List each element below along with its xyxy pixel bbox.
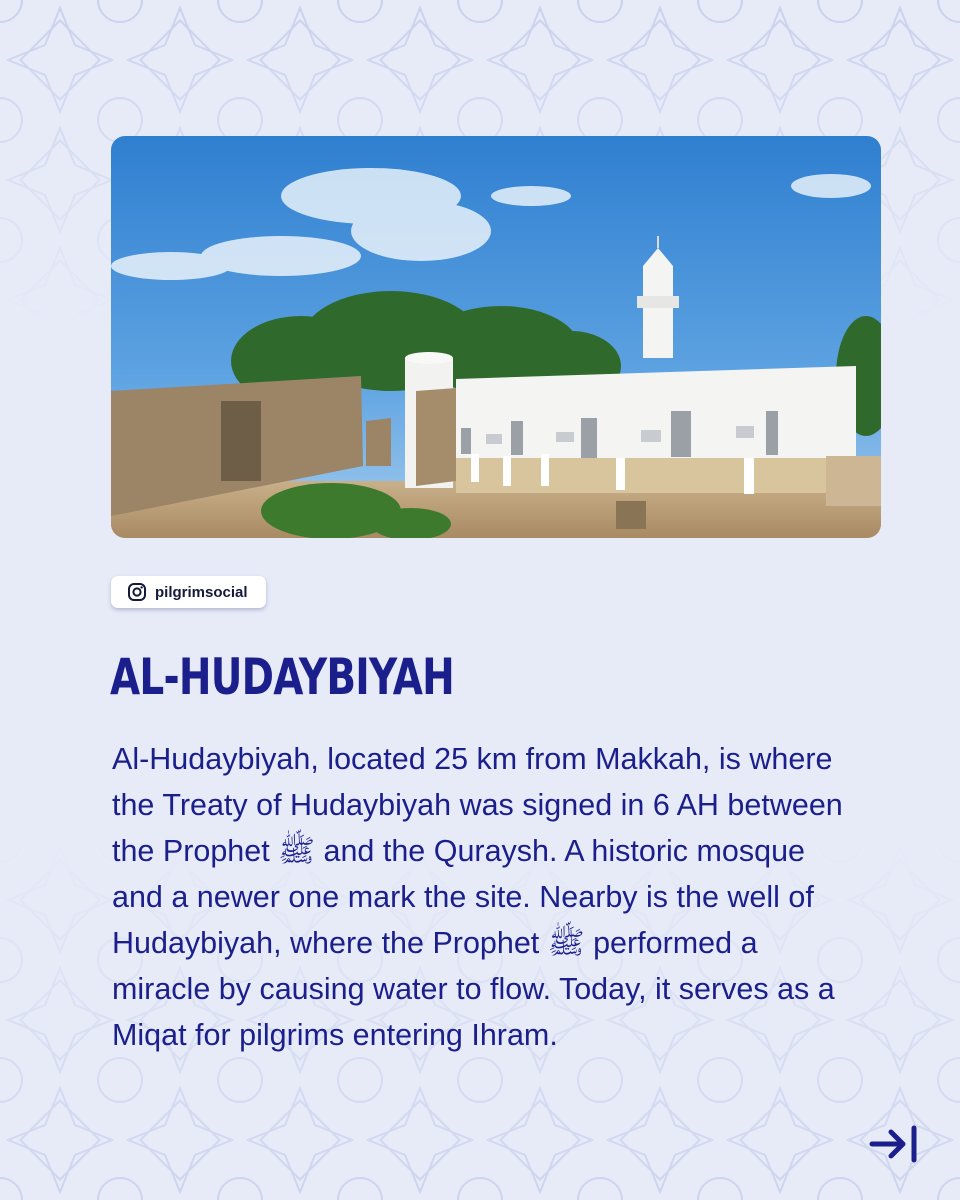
instagram-handle: pilgrimsocial xyxy=(155,583,248,601)
mosque-photo xyxy=(111,136,881,538)
description-text: Al-Hudaybiyah, located 25 km from Makkah, is where the Treaty of Hudaybiyah was signed in 6 AH between the Prophet ﷺ and the Quraysh. A historic mosque and a newer one mark the site. Nearby is the well of Hudaybiyah, where the Prophet ﷺ performed a miracle by causing water to flow. Today, it serves as a Miqat for pilgrims entering Ihram. xyxy=(112,742,843,1052)
instagram-icon xyxy=(127,582,147,602)
mosque-photo-illustration xyxy=(111,136,881,538)
instagram-handle-badge[interactable] xyxy=(111,576,266,608)
arrow-right-to-bar-icon xyxy=(864,1122,924,1170)
next-slide-button[interactable] xyxy=(864,1122,924,1170)
page-title: AL-HUDAYBIYAH xyxy=(110,648,455,706)
